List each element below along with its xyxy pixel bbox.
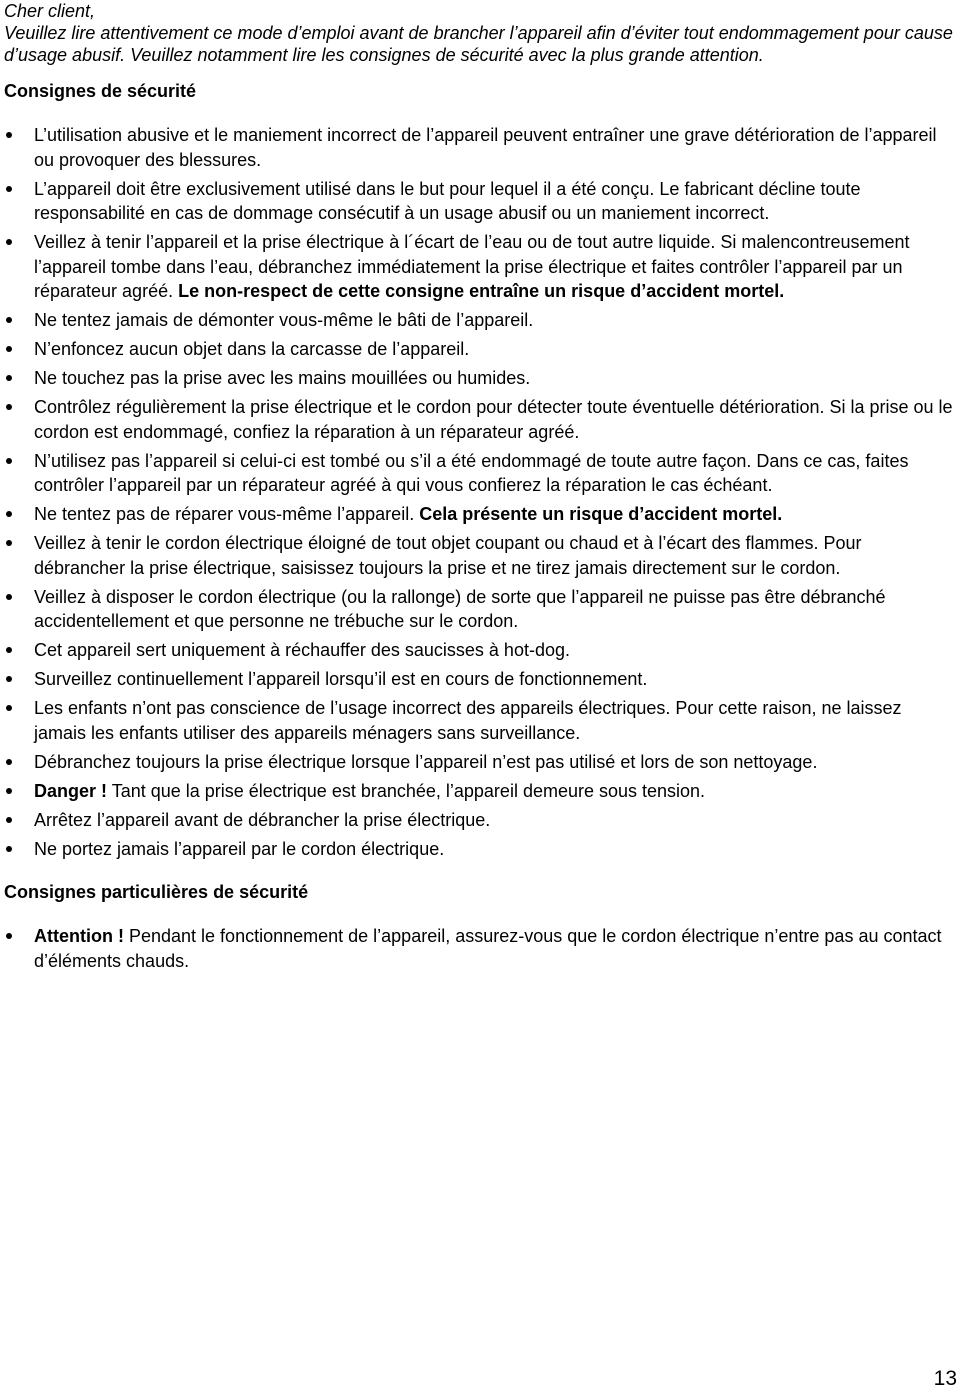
list-item [4,502,956,527]
item-text: N’utilisez pas l’appareil si celui-ci est tombé ou s’il a été endommagé de toute autre façon. Dans ce cas, faites contrôler l’appareil par un réparateur agréé à qui vous confierez la réparation le cas échéant. [34,450,909,495]
bullet-icon [6,759,12,765]
item-text: Ne tentez pas de réparer vous-même l’appareil. [34,504,420,524]
emphasis-text: Cela présente un risque d’accident mortel. [419,504,783,524]
bullet-icon [6,788,12,794]
item-text: Arrêtez l’appareil avant de débrancher la prise électrique. [34,809,491,830]
emphasis-text: Attention ! [34,926,124,946]
bullet-icon [6,511,12,517]
list-item [4,366,956,391]
item-text: Surveillez continuellement l’appareil lorsqu’il est en cours de fonctionnement. [34,669,648,689]
page-number: 13 [933,1367,957,1390]
list-item [4,696,956,745]
bullet-icon [6,346,12,352]
item-text: Veillez à disposer le cordon électrique (ou la rallonge) de sorte que l’appareil ne puisse pas être débranché accidentellement et que personne ne trébuche sur le cordon. [34,586,886,631]
bullet-icon [6,186,12,192]
special-safety-list [4,924,956,973]
list-item [4,123,956,172]
item-text: Veillez à tenir l’appareil et la prise électrique à l´écart de l’eau ou de tout autre liquide. Si malencontreusement l’appareil tombe dans l’eau, débranchez immédiatement la prise électrique et faites contrôler l’appareil par un réparateur agréé. [34,232,910,301]
list-item [4,395,956,444]
bullet-icon [6,676,12,682]
document-page [4,0,956,978]
safety-heading: Consignes de sécurité [4,81,197,101]
bullet-icon [6,647,12,653]
item-text: Les enfants n’ont pas conscience de l’usage incorrect des appareils électriques. Pour cette raison, ne laissez jamais les enfants utiliser des appareils ménagers sans surveillance. [34,698,902,743]
list-item [4,837,956,862]
list-item [4,667,956,692]
item-text: L’utilisation abusive et le maniement incorrect de l’appareil peuvent entraîner une grave détérioration de l’appareil ou provoquer des blessures. [34,125,937,170]
bullet-icon [6,317,12,323]
list-item [4,924,956,973]
item-text: Contrôlez régulièrement la prise électrique et le cordon pour détecter toute éventuelle détérioration. Si la prise ou le cordon est endommagé, confiez la réparation à un réparateur agréé. [34,397,953,442]
bullet-icon [6,846,12,852]
item-text: L’appareil doit être exclusivement utilisé dans le but pour lequel il a été conçu. Le fabricant décline toute responsabilité en cas de dommage consécutif à un usage abusif ou un maniement incorrect. [34,178,861,223]
emphasis-text: Danger ! [34,780,108,801]
list-item [4,308,956,333]
item-text: Ne portez jamais l’appareil par le cordon électrique. [34,838,445,859]
item-text: Ne touchez pas la prise avec les mains mouillées ou humides. [34,368,531,388]
item-text: Cet appareil sert uniquement à réchauffer des saucisses à hot-dog. [34,640,570,660]
intro-block [4,0,956,66]
bullet-icon [6,132,12,138]
greeting: Cher client, [4,1,96,21]
list-item [4,638,956,663]
bullet-icon [6,540,12,546]
bullet-icon [6,458,12,464]
special-safety-heading: Consignes particulières de sécurité [4,882,309,902]
list-item [4,779,956,804]
list-item [4,531,956,580]
bullet-icon [6,705,12,711]
list-item [4,808,956,833]
emphasis-text: Le non-respect de cette consigne entraîne un risque d’accident mortel. [178,281,785,301]
bullet-icon [6,404,12,410]
bullet-icon [6,817,12,823]
bullet-icon [6,933,12,939]
safety-list [4,123,956,861]
list-item [4,585,956,634]
item-text: Pendant le fonctionnement de l’appareil, assurez-vous que le cordon électrique n’entre pas au contact d’éléments chauds. [34,926,942,971]
list-item [4,177,956,226]
list-item [4,230,956,304]
list-item [4,750,956,775]
item-text: Débranchez toujours la prise électrique lorsque l’appareil n’est pas utilisé et lors de son nettoyage. [34,751,818,772]
bullet-icon [6,594,12,600]
item-text: Ne tentez jamais de démonter vous-même le bâti de l’appareil. [34,310,534,330]
list-item [4,449,956,498]
item-text: Tant que la prise électrique est branchée, l’appareil demeure sous tension. [107,780,706,801]
intro-text: Veuillez lire attentivement ce mode d’emploi avant de brancher l’appareil afin d’éviter tout endommagement pour cause d’usage abusif. Veuillez notamment lire les consignes de sécurité avec la plus grande attention. [4,23,953,65]
bullet-icon [6,375,12,381]
bullet-icon [6,239,12,245]
item-text: N’enfoncez aucun objet dans la carcasse de l’appareil. [34,339,470,359]
item-text: Veillez à tenir le cordon électrique éloigné de tout objet coupant ou chaud et à l’écart des flammes. Pour débrancher la prise électrique, saisissez toujours la prise et ne tirez jamais directement sur le cordon. [34,533,862,578]
list-item [4,337,956,362]
